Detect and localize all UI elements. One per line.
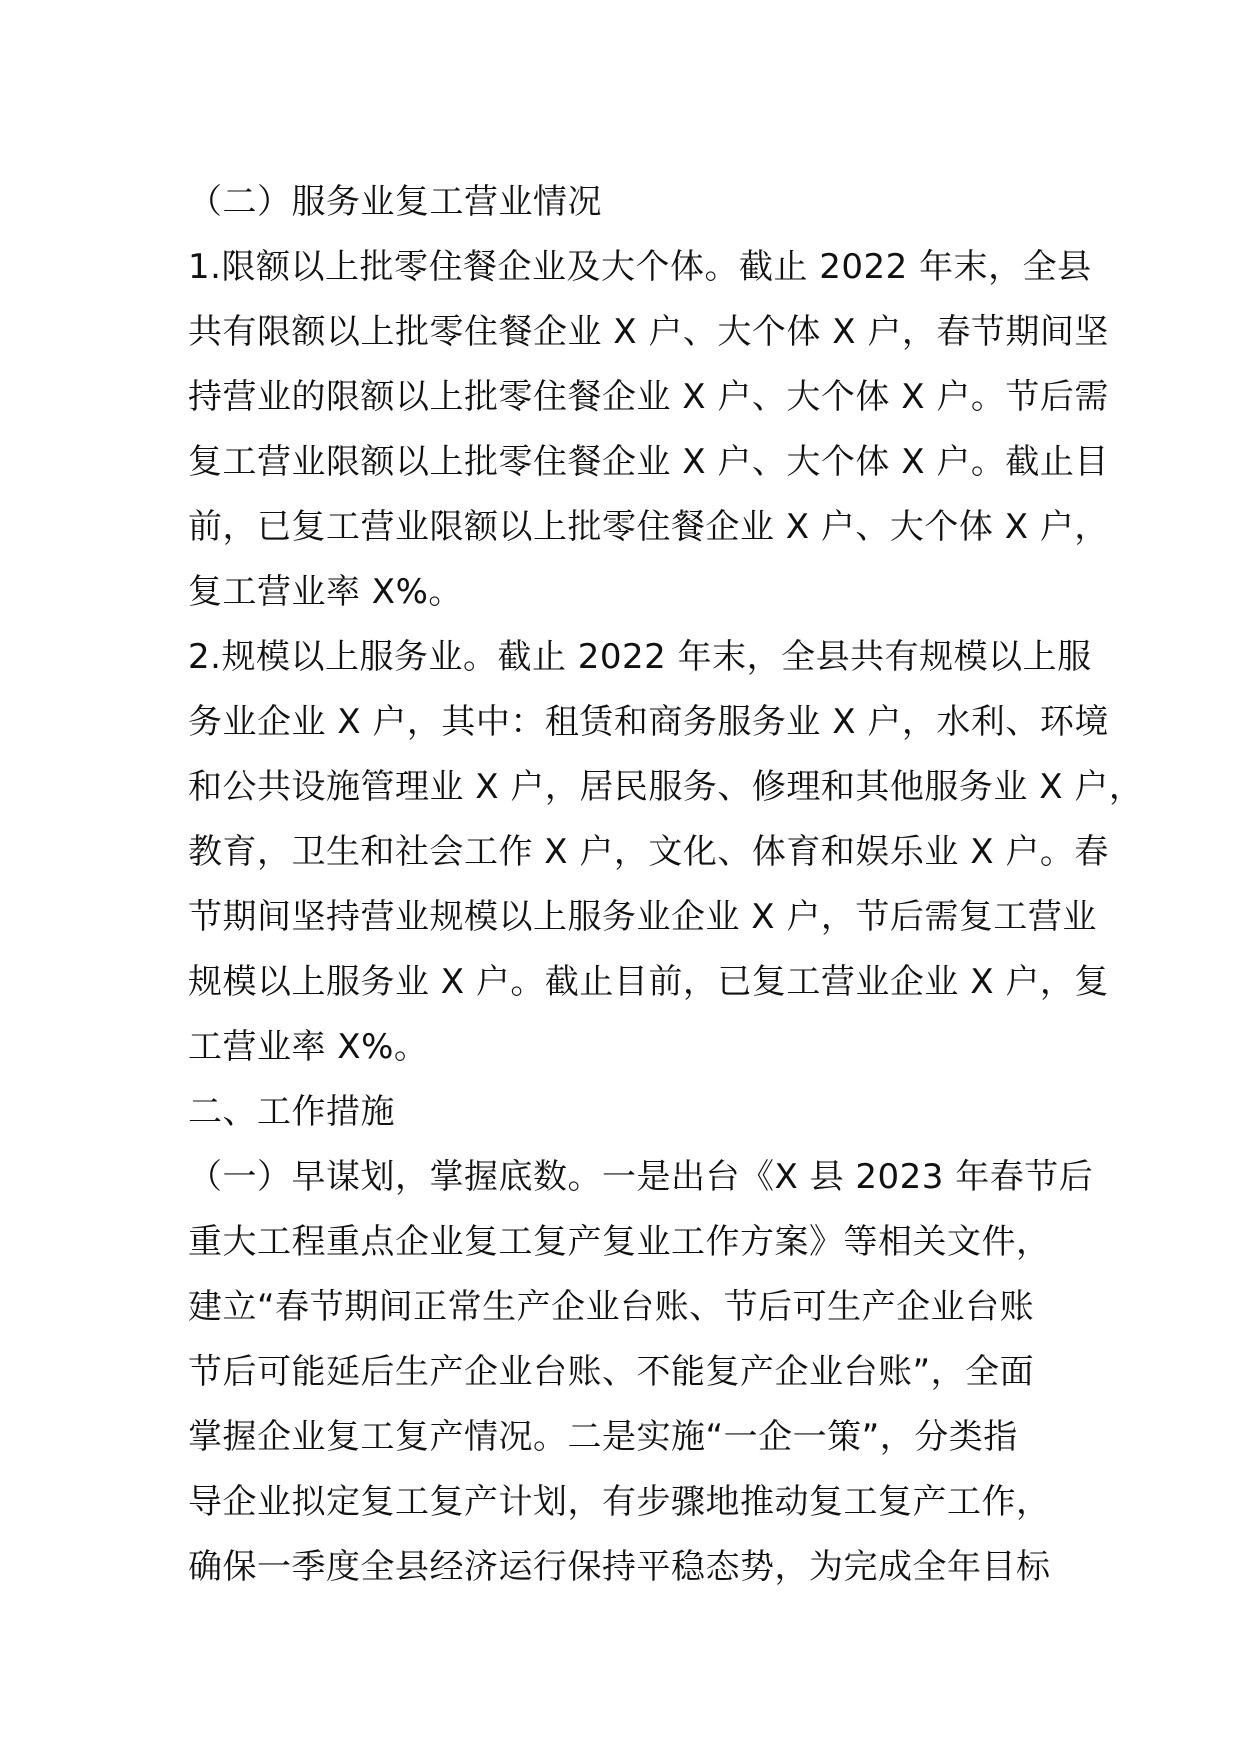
section-heading: （二）服务业复工营业情况 <box>188 182 602 222</box>
paragraph-line: 1.限额以上批零住餐企业及大个体。截止 2022 年末，全县 <box>188 247 1092 287</box>
paragraph-line: 复工营业率 X%。 <box>188 572 463 612</box>
document-body <box>188 170 1144 1600</box>
paragraph-line: 建立“春节期间正常生产企业台账、节后可生产企业台账 <box>188 1287 1035 1327</box>
paragraph-line: 节后可能延后生产企业台账、不能复产企业台账”，全面 <box>188 1352 1035 1392</box>
paragraph-line: 持营业的限额以上批零住餐企业 X 户、大个体 X 户。节后需 <box>188 377 1109 417</box>
section-heading: 二、工作措施 <box>188 1092 395 1132</box>
paragraph-line: 前，已复工营业限额以上批零住餐企业 X 户、大个体 X 户， <box>188 507 1109 547</box>
paragraph-line: 导企业拟定复工复产计划，有步骤地推动复工复产工作， <box>188 1482 1051 1522</box>
paragraph-line: （一）早谋划，掌握底数。一是出台《X 县 2023 年春节后 <box>188 1157 1094 1197</box>
paragraph-line: 节期间坚持营业规模以上服务业企业 X 户，节后需复工营业 <box>188 897 1097 937</box>
paragraph-line: 重大工程重点企业复工复产复业工作方案》等相关文件， <box>188 1222 1051 1262</box>
paragraph-line: 掌握企业复工复产情况。二是实施“一企一策”，分类指 <box>188 1417 1018 1457</box>
paragraph-line: 2.规模以上服务业。截止 2022 年末，全县共有规模以上服 <box>188 637 1092 677</box>
paragraph-line: 工营业率 X%。 <box>188 1027 429 1067</box>
paragraph-line: 复工营业限额以上批零住餐企业 X 户、大个体 X 户。截止目 <box>188 442 1109 482</box>
paragraph-line: 共有限额以上批零住餐企业 X 户、大个体 X 户，春节期间坚 <box>188 312 1109 352</box>
paragraph-line: 和公共设施管理业 X 户，居民服务、修理和其他服务业 X 户， <box>188 767 1144 807</box>
paragraph-line: 务业企业 X 户，其中：租赁和商务服务业 X 户，水利、环境 <box>188 702 1109 742</box>
paragraph-line: 确保一季度全县经济运行保持平稳态势，为完成全年目标 <box>188 1547 1051 1587</box>
paragraph-line: 规模以上服务业 X 户。截止目前，已复工营业企业 X 户，复 <box>188 962 1109 1002</box>
paragraph-line: 教育，卫生和社会工作 X 户，文化、体育和娱乐业 X 户。春 <box>188 832 1109 872</box>
